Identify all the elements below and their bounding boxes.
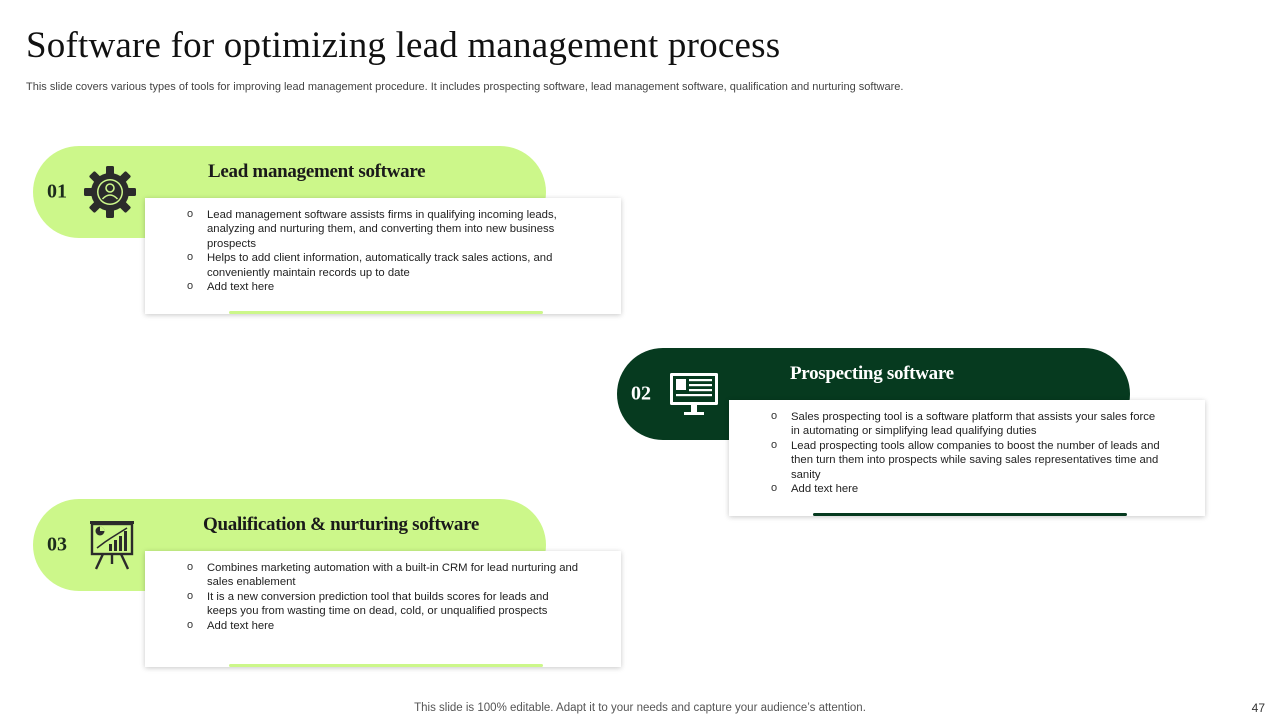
- bullet-item: o Lead management software assists firms in qualifying incoming leads, analyzing and nurturing them, and converting them into new business prospects: [207, 208, 579, 251]
- bullet-list: [791, 410, 1163, 496]
- presentation-chart-icon: [83, 518, 137, 572]
- card-accent-bar: [229, 311, 543, 314]
- card-accent-bar: [813, 513, 1127, 516]
- bullet-item: o It is a new conversion prediction tool that builds scores for leads and keeps you from wasting time on dead, cold, or unqualified prospects: [207, 590, 579, 619]
- gear-user-icon: [83, 165, 137, 219]
- bullet-item: o Add text here: [207, 280, 579, 294]
- item-number: 01: [47, 180, 67, 203]
- card-accent-bar: [229, 664, 543, 667]
- item-number: 02: [631, 382, 651, 405]
- page-number: 47: [1251, 701, 1265, 715]
- bullet-list: [207, 208, 579, 294]
- bullet-item: o Add text here: [791, 482, 1163, 496]
- item-heading: Prospecting software: [790, 363, 954, 384]
- slide-footer: This slide is 100% editable. Adapt it to your needs and capture your audience’s attention.: [414, 702, 866, 714]
- slide-subtitle: This slide covers various types of tools for improving lead management procedure. It includes prospecting software, lead management software, qualification and nurturing software.: [26, 81, 904, 93]
- item-number: 03: [47, 533, 67, 556]
- item-02-card: [729, 400, 1205, 516]
- bullet-item: o Combines marketing automation with a built-in CRM for lead nurturing and sales enablement: [207, 561, 579, 590]
- item-03-card: [145, 551, 621, 667]
- bullet-item: o Sales prospecting tool is a software platform that assists your sales force in automating or simplifying lead qualifying duties: [791, 410, 1163, 439]
- bullet-item: o Helps to add client information, automatically track sales actions, and conveniently maintain records up to date: [207, 251, 579, 280]
- item-heading: Lead management software: [208, 161, 426, 182]
- bullet-item: o Add text here: [207, 619, 579, 633]
- slide-title: Software for optimizing lead management process: [26, 25, 781, 66]
- bullet-list: [207, 561, 579, 633]
- monitor-icon: [667, 367, 721, 421]
- item-heading: Qualification & nurturing software: [203, 514, 480, 535]
- item-01-card: [145, 198, 621, 314]
- bullet-item: o Lead prospecting tools allow companies to boost the number of leads and then turn them into prospects while saving sales representatives time and sanity: [791, 439, 1163, 482]
